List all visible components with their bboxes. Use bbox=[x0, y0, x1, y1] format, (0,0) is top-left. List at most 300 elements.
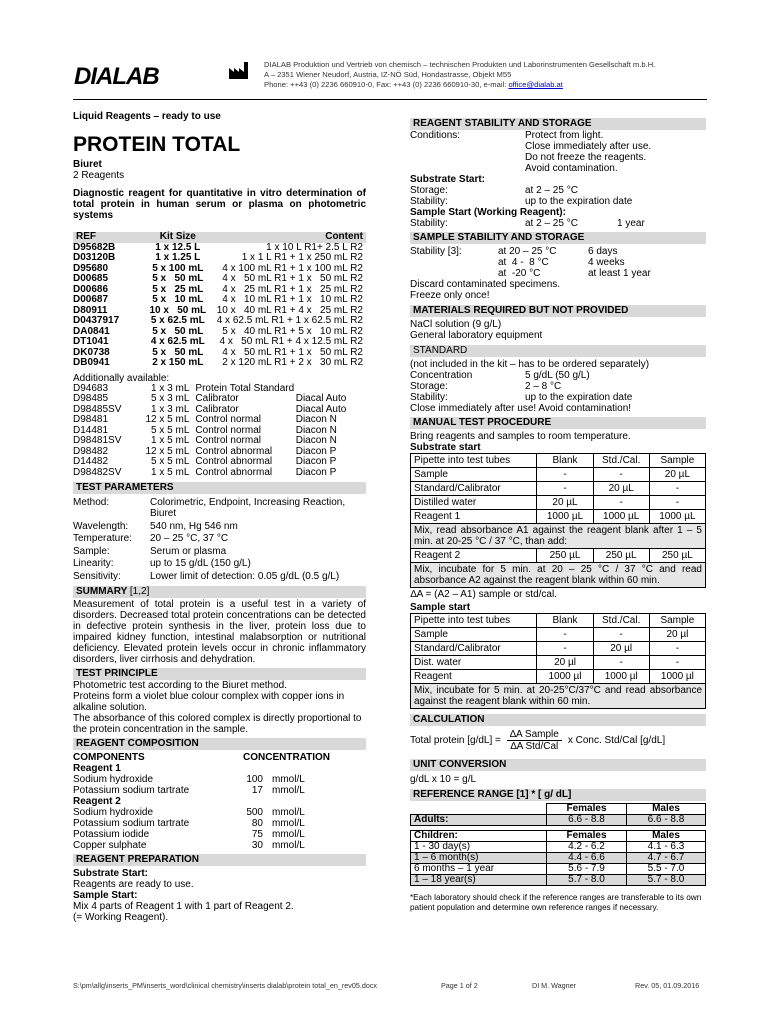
components-header: COMPONENTS bbox=[73, 751, 145, 763]
standard-row bbox=[410, 370, 706, 381]
condition-2: Close immediately after use. bbox=[525, 141, 652, 152]
right-column bbox=[410, 118, 706, 913]
additional-products-table bbox=[73, 384, 366, 479]
rr-child-row bbox=[411, 874, 706, 885]
additional-ref: D98485 bbox=[73, 393, 109, 404]
proc-row bbox=[411, 669, 706, 683]
test-parameter-label: Wavelength: bbox=[73, 520, 129, 532]
additional-ref: D98482SV bbox=[73, 466, 122, 478]
component-row bbox=[73, 774, 366, 785]
test-parameter-value: 20 – 25 °C, 37 °C bbox=[150, 533, 229, 545]
product-subtitle: Liquid Reagents – ready to use bbox=[73, 111, 221, 122]
logo-wordmark: DIALAB bbox=[74, 63, 159, 90]
proc-note: Mix, incubate for 5 min. at 20-25°C/37°C and read absorbance against the reagent blank within 60 min. bbox=[411, 683, 706, 708]
proc-value: - bbox=[537, 641, 593, 655]
proc-value: 1000 µl bbox=[593, 669, 649, 683]
sample-stability-temp: at 4 - 8 °C bbox=[498, 257, 549, 268]
substrate-start-label: Substrate Start: bbox=[410, 174, 486, 185]
proc-label: Pipette into test tubes bbox=[411, 454, 537, 468]
additional-size: 1 x 3 mL bbox=[151, 403, 190, 415]
reagent2-list bbox=[73, 807, 366, 851]
proc-value: 1000 µL bbox=[537, 510, 593, 524]
standard-value: 2 – 8 °C bbox=[525, 381, 562, 392]
summary-text: Measurement of total protein is a useful test in a variety of disorders. Decreased total protein concentrations can be detected in defective protein synthesis in the liver, protein loss due to impaired kidney function, intestinal malabsorption or nutritional deficiency. Elevated protein levels occur in chronic inflammatory disorders, liver cirrhosis and dehydration. bbox=[73, 598, 366, 665]
proc-value: Std./Cal. bbox=[593, 454, 649, 468]
proc-value: - bbox=[593, 627, 649, 641]
proc-value: 250 µL bbox=[593, 549, 649, 563]
rr-child-row bbox=[411, 841, 706, 852]
proc-row bbox=[411, 468, 706, 482]
ref-code: D00685 bbox=[73, 273, 109, 284]
proc-row bbox=[411, 549, 706, 563]
dialab-logo bbox=[74, 60, 166, 90]
calc-fraction bbox=[507, 729, 562, 752]
ref-kit-size: 1 x 1.25 L bbox=[155, 252, 201, 263]
proc-label: Reagent 2 bbox=[411, 549, 537, 563]
rr-males-header: Males bbox=[627, 803, 706, 814]
standard-rows bbox=[410, 370, 706, 403]
section-sample-stability: SAMPLE STABILITY AND STORAGE bbox=[410, 232, 706, 244]
ref-kit-size: 5 x 50 mL bbox=[152, 273, 204, 284]
ref-kit-size: 5 x 50 mL bbox=[152, 325, 204, 337]
rr-adults-label: Adults: bbox=[411, 814, 547, 825]
proc-value: Std./Cal. bbox=[593, 613, 649, 627]
additional-ref: D98482 bbox=[73, 445, 109, 457]
proc-value: - bbox=[593, 496, 649, 510]
rr-age: 1 – 6 month(s) bbox=[411, 852, 547, 863]
manufacturer-icon bbox=[228, 60, 250, 80]
additional-size: 5 x 3 mL bbox=[151, 393, 190, 404]
additional-ref: D98481SV bbox=[73, 435, 122, 446]
calc-suffix: x Conc. Std/Cal [g/dL] bbox=[567, 734, 666, 746]
standard-note: (not included in the kit – has to be ordered separately) bbox=[410, 359, 650, 370]
additional-size: 5 x 5 mL bbox=[151, 424, 190, 436]
additional-row bbox=[73, 468, 366, 479]
ref-content: 4 x 50 mL R1 + 4 x 12.5 mL R2 bbox=[219, 336, 363, 347]
test-parameter-value: up to 15 g/dL (150 g/L) bbox=[150, 558, 251, 570]
ref-code: DA0841 bbox=[73, 325, 110, 337]
additional-name: Control normal bbox=[195, 424, 261, 436]
standard-close: Close immediately after use! Avoid contamination! bbox=[410, 403, 632, 414]
reference-range-table-adults bbox=[410, 803, 706, 826]
ref-kit-size: 5 x 62.5 mL bbox=[150, 315, 205, 326]
test-parameter-row bbox=[73, 521, 366, 532]
footer-revision: Rev. 05, 01.09.2016 bbox=[635, 981, 700, 990]
additional-size: 1 x 3 mL bbox=[151, 382, 190, 394]
prep-sample-text-1: Mix 4 parts of Reagent 1 with 1 part of Reagent 2. bbox=[73, 900, 294, 912]
additionally-available-label: Additionally available: bbox=[73, 372, 170, 384]
ref-row bbox=[73, 295, 366, 306]
section-reagent-preparation: REAGENT PREPARATION bbox=[73, 854, 366, 866]
footer-author: DI M. Wagner bbox=[532, 981, 577, 990]
rr-children-females-header: Females bbox=[547, 830, 627, 841]
ref-code: D95680 bbox=[73, 262, 109, 274]
company-phone: Phone: ++43 (0) 2236 660910-0, Fax: ++43 (0) 2236 660910-30, e-mail: bbox=[264, 80, 509, 89]
test-parameter-row bbox=[73, 558, 366, 569]
concentration-header: CONCENTRATION bbox=[243, 751, 331, 763]
calc-numerator: ∆A Sample bbox=[507, 729, 562, 741]
sample-stability-list bbox=[498, 246, 651, 279]
condition-3: Do not freeze the reagents. bbox=[525, 152, 647, 163]
test-parameters-list bbox=[73, 497, 366, 582]
component-name: Sodium hydroxide bbox=[73, 806, 154, 818]
test-parameter-value: Lower limit of detection: 0.05 g/dL (0.5 g/L) bbox=[150, 570, 340, 582]
proc-note-row bbox=[411, 524, 706, 549]
proc-value: 1000 µl bbox=[537, 669, 593, 683]
section-reagent-stability: REAGENT STABILITY AND STORAGE bbox=[410, 118, 706, 130]
stability-value: up to the expiration date bbox=[525, 196, 633, 207]
additional-row bbox=[73, 457, 366, 468]
proc-value: - bbox=[593, 468, 649, 482]
ref-kit-size: 4 x 62.5 mL bbox=[150, 336, 205, 347]
proc-header bbox=[411, 454, 706, 468]
section-manual-procedure: MANUAL TEST PROCEDURE bbox=[410, 417, 706, 429]
rr-children-label: Children: bbox=[411, 830, 547, 841]
company-line-2: A – 2351 Wiener Neudorf, Austria, IZ-NÖ Süd, Hondastrasse, Objekt M55 bbox=[264, 70, 512, 79]
ss-stability-time: 1 year bbox=[617, 218, 645, 229]
product-title: PROTEIN TOTAL bbox=[73, 133, 241, 156]
test-parameter-label: Method: bbox=[73, 497, 110, 508]
additional-product: Diacon N bbox=[295, 414, 337, 425]
ref-content: 4 x 62.5 mL R1 + 1 x 62.5 mL R2 bbox=[216, 315, 363, 326]
additional-row bbox=[73, 394, 366, 405]
additional-product: Diacon P bbox=[295, 456, 337, 467]
rr-females: 4.4 - 6.6 bbox=[547, 852, 627, 863]
section-reference-range: REFERENCE RANGE [1] * [ g/ dL] bbox=[410, 789, 706, 801]
email-link[interactable]: office@dialab.at bbox=[508, 80, 563, 89]
proc-label: Sample bbox=[411, 468, 537, 482]
additional-name: Control abnormal bbox=[195, 456, 273, 467]
proc-note-row bbox=[411, 683, 706, 708]
proc-label: Standard/Calibrator bbox=[411, 482, 537, 496]
proc-value: - bbox=[537, 627, 593, 641]
sample-stability-row bbox=[498, 268, 651, 279]
proc-label: Dist. water bbox=[411, 655, 537, 669]
ref-row bbox=[73, 316, 366, 327]
sample-stability-row bbox=[498, 246, 651, 257]
rr-males: 5.5 - 7.0 bbox=[627, 863, 706, 874]
summary-title: SUMMARY bbox=[76, 585, 128, 597]
section-test-principle: TEST PRINCIPLE bbox=[73, 668, 366, 680]
proc-value: 20 µl bbox=[537, 655, 593, 669]
additional-name: Calibrator bbox=[195, 393, 239, 404]
additional-name: Control normal bbox=[195, 414, 261, 425]
calc-denominator: ∆A Std/Cal bbox=[510, 740, 559, 752]
test-parameter-row bbox=[73, 571, 366, 582]
proc-label: Pipette into test tubes bbox=[411, 613, 537, 627]
ref-content: 1 x 1 L R1 + 1 x 250 mL R2 bbox=[241, 252, 363, 263]
standard-value: up to the expiration date bbox=[525, 392, 633, 403]
ref-row bbox=[73, 358, 366, 369]
proc-value: - bbox=[649, 496, 705, 510]
component-amount: 17 bbox=[251, 784, 263, 796]
procedure-table-sample bbox=[410, 613, 706, 709]
component-row bbox=[73, 829, 366, 840]
ref-header-ref: REF bbox=[73, 232, 139, 243]
ref-content: 5 x 40 mL R1 + 5 x 10 mL R2 bbox=[222, 325, 363, 337]
component-row bbox=[73, 818, 366, 829]
additional-product: Diacal Auto bbox=[295, 393, 347, 404]
additional-name: Control abnormal bbox=[195, 445, 273, 457]
additional-ref: D94683 bbox=[73, 382, 109, 394]
sample-stability-time: 4 weeks bbox=[588, 257, 625, 268]
proc-delta-note: ∆A = (A2 – A1) sample or std/cal. bbox=[410, 589, 557, 601]
section-unit-conversion: UNIT CONVERSION bbox=[410, 759, 706, 771]
proc-value: 20 µL bbox=[537, 496, 593, 510]
component-unit: mmol/L bbox=[272, 806, 305, 818]
section-reagent-composition: REAGENT COMPOSITION bbox=[73, 738, 366, 750]
component-name: Sodium hydroxide bbox=[73, 773, 154, 785]
proc-value: - bbox=[537, 468, 593, 482]
ref-code: D00686 bbox=[73, 283, 109, 295]
component-unit: mmol/L bbox=[272, 784, 305, 796]
footer-path: S:\pm\allg\inserts_PM\inserts_word\clinical chemistry\inserts dialab\protein total_en_rev05.docx bbox=[73, 981, 378, 990]
additional-product: Diacon P bbox=[295, 466, 337, 478]
ref-code: DK0738 bbox=[73, 346, 110, 358]
proc-value: Blank bbox=[537, 613, 593, 627]
test-parameter-value: Colorimetric, Endpoint, Increasing Reaction, Biuret bbox=[150, 497, 346, 519]
condition-1: Protect from light. bbox=[525, 130, 604, 141]
ref-code: D00687 bbox=[73, 294, 109, 305]
rr-males: 4.7 - 6.7 bbox=[627, 852, 706, 863]
ref-content: 4 x 50 mL R1 + 1 x 50 mL R2 bbox=[222, 273, 363, 284]
proc-value: 250 µL bbox=[649, 549, 705, 563]
proc-label: Reagent bbox=[411, 669, 537, 683]
test-parameter-label: Linearity: bbox=[73, 558, 114, 570]
proc-value: 20 µl bbox=[649, 627, 705, 641]
additional-size: 12 x 5 mL bbox=[145, 414, 190, 425]
reagent-count: 2 Reagents bbox=[73, 170, 125, 181]
left-column bbox=[73, 108, 366, 923]
standard-row bbox=[410, 392, 706, 403]
principle-line-3: The absorbance of this colored complex is directly proportional to the protein concentration in the sample. bbox=[73, 712, 362, 735]
stability-label: Stability: bbox=[410, 196, 448, 207]
ref-table-header bbox=[73, 232, 366, 243]
additional-ref: D98485SV bbox=[73, 403, 122, 415]
proc-value: - bbox=[537, 482, 593, 496]
procedure-table-substrate bbox=[410, 453, 706, 602]
component-unit: mmol/L bbox=[272, 817, 305, 829]
header-divider bbox=[73, 99, 707, 100]
proc-row bbox=[411, 482, 706, 496]
sample-stability-time: 6 days bbox=[588, 246, 618, 257]
proc-value: - bbox=[649, 655, 705, 669]
proc-value: - bbox=[649, 482, 705, 496]
proc-value: 250 µL bbox=[537, 549, 593, 563]
rr-females: 5.6 - 7.9 bbox=[547, 863, 627, 874]
proc-note: Mix, read absorbance A1 against the reagent blank after 1 – 5 min. at 20-25 °C / 37 °C, than add: bbox=[411, 524, 706, 549]
additional-product: Diacon P bbox=[295, 445, 337, 457]
sample-stability-row bbox=[498, 257, 651, 268]
proc-row bbox=[411, 510, 706, 524]
condition-4: Avoid contamination. bbox=[525, 163, 618, 174]
ref-code: D0437917 bbox=[73, 315, 120, 326]
company-line-1: DIALAB Produktion und Vertrieb von chemisch – technischen Produkten und Laborinstrumenten Gesellschaft m.b.H. bbox=[264, 60, 656, 69]
ref-content: 4 x 100 mL R1 + 1 x 100 mL R2 bbox=[222, 262, 363, 274]
ref-content: 4 x 25 mL R1 + 1 x 25 mL R2 bbox=[222, 283, 363, 295]
additional-size: 1 x 5 mL bbox=[151, 435, 190, 446]
freeze-text: Freeze only once! bbox=[410, 290, 490, 301]
prep-sample-text-2: (= Working Reagent). bbox=[73, 911, 169, 923]
additional-product: Diacon N bbox=[295, 435, 337, 446]
ref-content: 1 x 10 L R1+ 2.5 L R2 bbox=[266, 241, 363, 253]
reference-range-table-children bbox=[410, 830, 706, 886]
ref-code: DB0941 bbox=[73, 357, 110, 368]
rr-adults-females: 6.6 - 8.8 bbox=[547, 814, 627, 825]
calc-prefix: Total protein [g/dL] = bbox=[410, 734, 501, 746]
unit-text: g/dL x 10 = g/L bbox=[410, 773, 477, 785]
material-2: General laboratory equipment bbox=[410, 330, 543, 341]
test-parameter-value: 540 nm, Hg 546 nm bbox=[150, 520, 238, 532]
additional-product: Diacon N bbox=[295, 424, 337, 436]
component-amount: 500 bbox=[246, 806, 263, 818]
ref-table bbox=[73, 232, 366, 369]
standard-label: Concentration bbox=[410, 370, 473, 381]
section-summary bbox=[73, 586, 366, 598]
additional-name: Control abnormal bbox=[195, 466, 273, 478]
rr-blank bbox=[411, 803, 547, 814]
proc-row bbox=[411, 655, 706, 669]
section-test-parameters: TEST PARAMETERS bbox=[73, 482, 366, 494]
component-unit: mmol/L bbox=[272, 839, 305, 851]
proc-value: 20 µl bbox=[593, 641, 649, 655]
proc-value: Blank bbox=[537, 454, 593, 468]
proc-value: 1000 µL bbox=[649, 510, 705, 524]
test-parameter-label: Sample: bbox=[73, 545, 110, 557]
rr-males: 4.1 - 6.3 bbox=[627, 841, 706, 852]
component-name: Potassium sodium tartrate bbox=[73, 817, 190, 829]
test-parameter-label: Temperature: bbox=[73, 533, 132, 545]
company-line-3 bbox=[264, 80, 754, 90]
ref-kit-size: 5 x 25 mL bbox=[152, 283, 204, 295]
reagent1-label: Reagent 1 bbox=[73, 762, 121, 774]
ref-kit-size: 2 x 150 mL bbox=[152, 357, 204, 368]
test-parameter-value: Serum or plasma bbox=[150, 545, 227, 557]
additional-size: 5 x 5 mL bbox=[151, 456, 190, 467]
rr-child-row bbox=[411, 852, 706, 863]
rr-child-row bbox=[411, 863, 706, 874]
additional-size: 1 x 5 mL bbox=[151, 466, 190, 478]
proc-value: - bbox=[593, 655, 649, 669]
principle-line-1: Photometric test according to the Biuret method. bbox=[73, 679, 287, 691]
method-name: Biuret bbox=[73, 159, 102, 170]
section-standard: STANDARD bbox=[410, 345, 706, 357]
company-address bbox=[264, 60, 754, 90]
ref-code: D80911 bbox=[73, 304, 108, 316]
section-calculation: CALCULATION bbox=[410, 714, 706, 726]
footer-page: Page 1 of 2 bbox=[441, 981, 478, 990]
manual-intro: Bring reagents and samples to room temperature. bbox=[410, 431, 631, 442]
ref-kit-size: 5 x 50 mL bbox=[152, 346, 204, 358]
rr-females: 5.7 - 8.0 bbox=[547, 874, 627, 885]
ref-code: DT1041 bbox=[73, 336, 109, 347]
sample-stability-label: Stability [3]: bbox=[410, 246, 462, 257]
standard-label: Storage: bbox=[410, 381, 448, 392]
proc-value: 1000 µL bbox=[593, 510, 649, 524]
additional-size: 12 x 5 mL bbox=[145, 445, 190, 457]
component-unit: mmol/L bbox=[272, 773, 305, 785]
test-parameter-row bbox=[73, 533, 366, 544]
proc-label: Reagent 1 bbox=[411, 510, 537, 524]
ref-kit-size: 1 x 12.5 L bbox=[155, 241, 201, 253]
composition-header bbox=[73, 752, 366, 763]
component-amount: 80 bbox=[251, 817, 263, 829]
ref-content: 4 x 50 mL R1 + 1 x 50 mL R2 bbox=[222, 346, 363, 358]
additional-ref: D98481 bbox=[73, 414, 109, 425]
component-name: Potassium iodide bbox=[73, 828, 150, 840]
component-name: Potassium sodium tartrate bbox=[73, 784, 190, 796]
test-parameter-row bbox=[73, 546, 366, 557]
ref-kit-size: 5 x 10 mL bbox=[152, 294, 204, 305]
principle-line-2: Proteins form a violet blue colour complex with copper ions in alkaline solution. bbox=[73, 690, 345, 713]
proc-value: - bbox=[649, 641, 705, 655]
ref-header-content: Content bbox=[217, 232, 366, 243]
component-amount: 30 bbox=[251, 839, 263, 851]
ref-kit-size: 5 x 100 mL bbox=[152, 262, 204, 274]
rr-adults-males: 6.6 - 8.8 bbox=[627, 814, 706, 825]
test-parameter-row bbox=[73, 497, 366, 519]
rr-females-header: Females bbox=[547, 803, 627, 814]
proc-label: Sample bbox=[411, 627, 537, 641]
proc-value: Sample bbox=[649, 454, 705, 468]
rr-males: 5.7 - 8.0 bbox=[627, 874, 706, 885]
ref-row bbox=[73, 274, 366, 285]
calculation-formula bbox=[410, 729, 706, 752]
proc-note: Mix, incubate for 5 min. at 20 – 25 °C / 37 °C and read absorbance A2 against the reagent blank within 60 min. bbox=[411, 563, 706, 588]
standard-value: 5 g/dL (50 g/L) bbox=[525, 370, 590, 381]
proc-value: 20 µL bbox=[593, 482, 649, 496]
ref-header-kit: Kit Size bbox=[139, 232, 217, 243]
ref-content: 10 x 40 mL R1 + 4 x 25 mL R2 bbox=[216, 304, 363, 316]
ref-row bbox=[73, 337, 366, 348]
rr-age: 1 - 30 day(s) bbox=[411, 841, 547, 852]
additional-name: Protein Total Standard bbox=[195, 382, 295, 394]
additional-ref: D14481 bbox=[73, 424, 109, 436]
discard-text: Discard contaminated specimens. bbox=[410, 279, 561, 290]
sample-start-label: Sample Start (Working Reagent): bbox=[410, 207, 566, 218]
proc-header bbox=[411, 613, 706, 627]
proc-row bbox=[411, 641, 706, 655]
storage-value: at 2 – 25 °C bbox=[525, 185, 578, 196]
sample-stability-temp: at -20 °C bbox=[498, 268, 541, 279]
reagent1-list bbox=[73, 774, 366, 796]
sample-start-heading: Sample start bbox=[410, 601, 471, 613]
ref-kit-size: 10 x 50 mL bbox=[149, 304, 207, 316]
sample-stability-temp: at 20 – 25 °C bbox=[498, 246, 557, 257]
storage-label: Storage: bbox=[410, 185, 448, 196]
standard-label: Stability: bbox=[410, 392, 448, 403]
product-description: Diagnostic reagent for quantitative in vitro determination of total protein in human serum or plasma on photometric systems bbox=[73, 188, 366, 221]
prep-sample-label: Sample Start: bbox=[73, 889, 138, 901]
ref-row bbox=[73, 253, 366, 264]
proc-note-row bbox=[411, 588, 706, 602]
component-row bbox=[73, 785, 366, 796]
component-amount: 100 bbox=[246, 773, 263, 785]
substrate-start-heading: Substrate start bbox=[410, 442, 481, 453]
proc-value: Sample bbox=[649, 613, 705, 627]
proc-value: 1000 µl bbox=[649, 669, 705, 683]
additional-row bbox=[73, 436, 366, 447]
component-row bbox=[73, 807, 366, 818]
additional-name: Control normal bbox=[195, 435, 261, 446]
ss-stability-value: at 2 – 25 °C bbox=[525, 218, 578, 229]
rr-age: 1 – 18 year(s) bbox=[411, 874, 547, 885]
proc-row bbox=[411, 627, 706, 641]
reagent2-label: Reagent 2 bbox=[73, 795, 121, 807]
material-1: NaCl solution (9 g/L) bbox=[410, 319, 502, 330]
component-unit: mmol/L bbox=[272, 828, 305, 840]
component-name: Copper sulphate bbox=[73, 839, 147, 851]
